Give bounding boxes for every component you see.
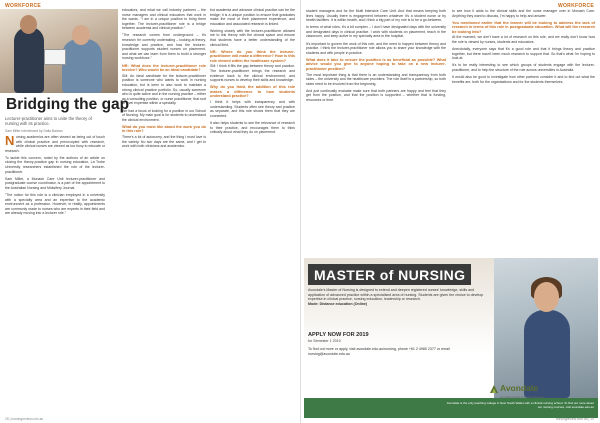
article-byline: Sam Miller interviewed by Dalia Badran [5,129,63,133]
paragraph: Sam Miller, a Monash Care Unit lecturer-practitioner and postgraduate course coordinator, is a part of the appointment to the Australian Nursing and Midwifery Journal. [5,176,105,190]
advert-modes: Mode: Distance education (Online) [308,301,368,306]
hero-photo [0,9,118,93]
page-footer: 28 | nursingreview.com.au [5,417,44,421]
paragraph: It's to be really interesting to see which groups of students engage with the lecturer-practitioner, and to help the structure of the role across universities in Australia. [452,63,595,72]
paragraph: And just continually evaluate make sure that both partners are happy and feel that they get from the position, and that the position is supported – whether that is funding, resources or time. [306,88,446,103]
advert-body-text: Avondale's Master of Nursing is designed to extend and deepen registered nurses' knowledge, skills and application of advanced practice within a specialised area of nursing. Students are given the choice to develop expertise in clinical practice, nursing education, leadership or research. [308,288,484,301]
article-column-3 [210,8,295,413]
paragraph: student managers and for the Multi Intensive Care Unit. And that means keeping both lines happy. Usually there is engagement between whatever it's a student nurse or by health facilities. It is within health, and I think a big part of my role is to be a go-between. [306,9,446,23]
paragraph: There's a lot of autonomy, and the thing I most love is the variety. No two days are the same, and I get to work with both clinicians and academics. [122,135,206,149]
advert-apply-date: for Semester 1 2019 [308,339,341,343]
page-footer: nursingreview.com.au | 29 [555,417,594,421]
paragraph: SM: I think it fills the gap between theory and practice. The lecturer-practitioner brings the research and evidence back to the clinical environment, and supports nurses to develop their skills and knowledge. [210,64,295,83]
interview-question: You mentioned earlier that the learner will be looking to address the lack of research in terms of this role in postgraduate education. What will the research be looking into? [452,20,595,34]
interview-question: NR: Where do you think the lecturer-practitioner will make a difference? How is this role viewed within the healthcare system? [210,49,295,63]
hero-person-left-head [20,15,37,34]
advert-footer-strip [304,398,598,418]
hero-person-right-head [72,25,90,45]
advert-nurse-photo [494,258,598,398]
paragraph: The most important thing is that there is an understanding and transparency from both sides – the university and the healthcare providers. The role itself is a partnership, so both sides need to be involved from the beginning. [306,72,446,86]
hero-person-left [14,27,44,93]
hero-person-right [62,39,102,93]
paragraph: It would also be good to investigate how other partners consider it and to find out what the benefits are, both for the organisations and for the students themselves. [452,75,595,84]
advert-apply-heading: APPLY NOW FOR 2019 [308,332,369,338]
master-of-nursing-advert [304,258,598,418]
intro-text: ursing academics are often viewed as being out of touch with clinical practice and preoccupied with research, while clinical nurses are viewed as too busy to educate or research. [5,135,105,153]
paragraph: In terms of what roles, it's a bit complex – I don't have designated days with the university and designated days in clinical practice. I work with students on placement, teach in the classroom, and keep active in my specialty area in the hospital. [306,25,446,39]
article-headline: Bridging the gap [6,96,130,113]
paragraph: "The notion for this role is a clinician employed in a university with a specialty area and an expertise to the academic environment as a profession. However, in reality, appointments are commonly made to nurses who are experts in their field and are already moving into a lecturer role." [5,193,105,216]
advert-description [308,288,484,306]
paragraph: It's important to govern the work of this role, and the need to happen between theory and practice. I think the lecturer-practitioner role allows you to share your knowledge with the students and with people in practice. [306,41,446,55]
paragraph: SM: An ideal candidate for the lecturer-practitioner position is someone who wants to work in nursing education, but is keen to also work to maintain a strong clinical practice portfolio. So, usually someone who is quite active and in the nursing practice – either as a consulting position, or nurse practitioner, that sort of level expertise within a specialty. [122,73,206,106]
paragraph: I think it helps with transparency and with understanding. Students often see theory and practice as separate, and this role shows them that they are connected. [210,100,295,118]
advert-strip-text: Avondale is the only teaching college in New South Wales with a clinical nursing school. To find out more about our nursing courses, visit avondale.edu.au [446,401,594,409]
advert-contact-info[interactable]: To find out more or apply, visit avondale.edu.au/nursing, phone +61 2 4980 2377 or email nursing@avondale.edu.au [308,347,450,356]
interview-question: What do you most like about the work you do in this role? [122,124,206,134]
section-tag: WORKFORCE [5,3,42,9]
article-column-5 [452,9,595,255]
paragraph: At the moment, we don't have a lot of research on this role, and we really don't know how the role is viewed by nurses, students and educators. [452,35,595,44]
paragraph: To tackle this concern, noted by the authors of an article on closing the theory-practice gap in nursing education, La Trobe University researchers established the role of the lecturer-practitioner. [5,155,105,174]
paragraph: educators, and what we call industry partners – the nurse managers and clinical educators that work in the wards. "I am in a unique position to bring them together. The lecturer-practitioner role is a bridge between academia and clinical practice." [122,8,206,31]
dropcap: N [5,135,15,148]
nurse-head [534,282,559,312]
paragraph: to see how it adds to the clinical skills and the nurse manager over in Monash Care. Anything they want to discuss, I'm happy to help and answer. [452,9,595,18]
logo-name: Avondale [500,383,538,393]
avondale-leaf-icon [490,385,498,393]
advert-title: MASTER of NURSING [308,264,471,285]
article-column-4 [306,9,446,255]
right-page [300,0,600,423]
avondale-logo [490,378,544,399]
section-tag: WORKFORCE [557,3,594,9]
paragraph: We had a focus of looking for a position in our School of Nursing. My main goal is for students to understand the clinical environment. [122,108,206,122]
article-standfirst: Lecturer-practitioner aims to unite the theory of nursing with its practice. [5,116,92,127]
paragraph: Working closely with the lecturer-practitioner allowed me to link theory with the clinical space and ensure that students have a better understanding of the clinical field. [210,28,295,47]
article-column-2 [122,8,206,413]
paragraph: "The research comes from underground – it's research I'm currently undertaking – looking at theory, knowledge and practice, and how the lecturer-practitioner supports student nurses on placement, and what we can learn from them to build a stronger nursing workforce." [122,33,206,61]
interview-question: Why do you think the addition of this role makes a difference to how students understand practice? [210,85,295,99]
interview-question: NR: What does the lecturer-practitioner role involve? Who would be an ideal candidate? [122,63,206,72]
paragraph: Anecdotally, everyone says that it's a good role and that it brings theory and practice together, but there hasn't been much research to support that. So that's what I'm hoping to look at. [452,47,595,61]
hero-computer-screen [44,49,66,65]
article-column-1 [5,135,105,219]
interview-question: What does it take to ensure the position is as beneficial as possible? What advice would you give to anyone hoping to take on a new lecturer-practitioner position? [306,57,446,71]
paragraph: but academia and advance clinical practice can be the bridge; it is a unique position to ensure that graduates make the most of their placement experience, and education and associated research is linked. [210,8,295,26]
paragraph: It also helps students to see the relevance of research to their practice, and encourages them to think critically about what they do on placement. [210,120,295,135]
